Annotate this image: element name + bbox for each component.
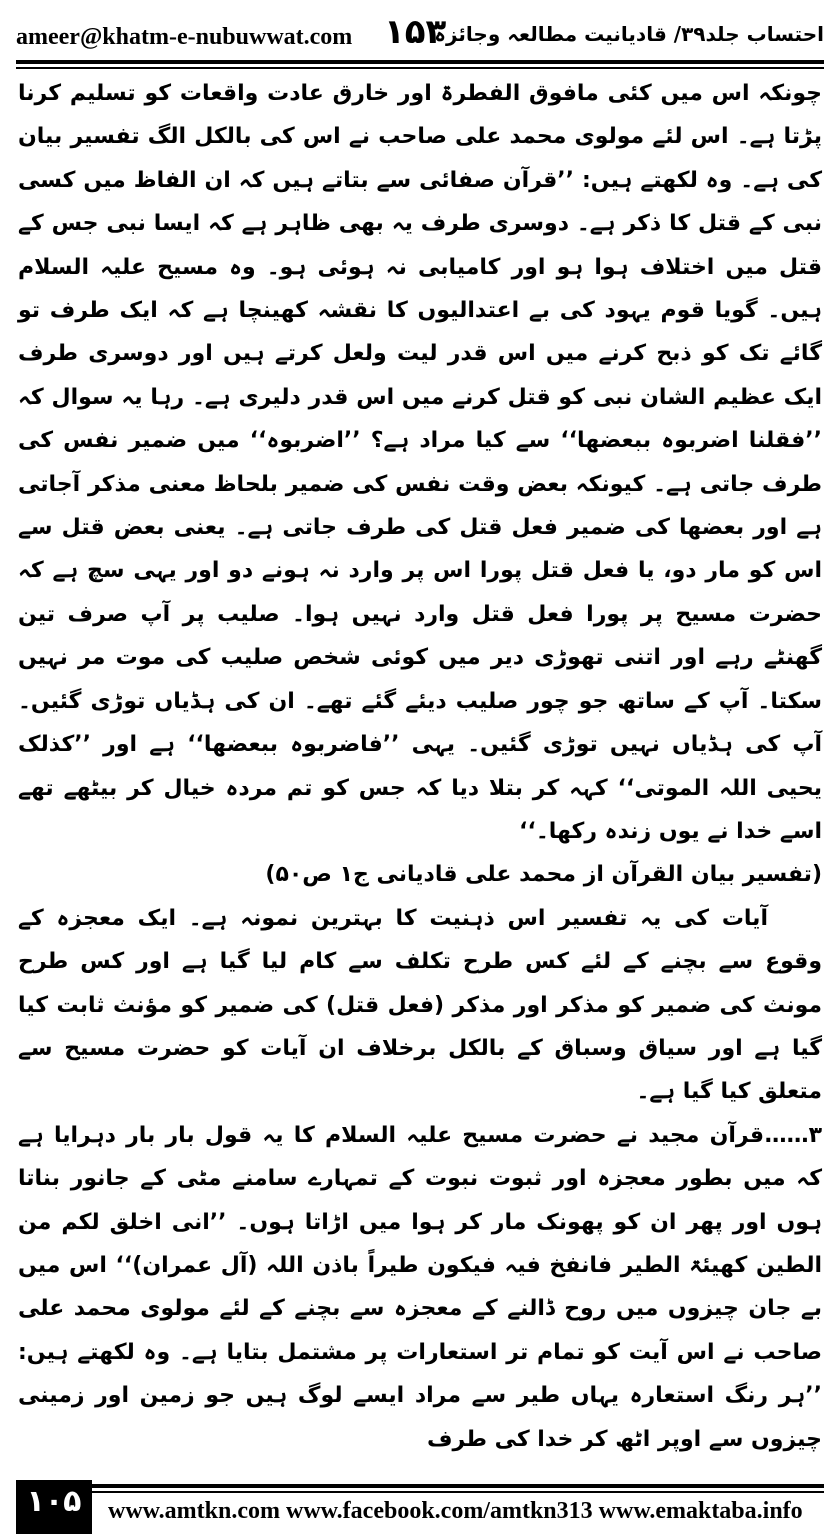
page-body (18, 72, 822, 1461)
paragraph-commentary: آیات کی یہ تفسیر اس ذہنیت کا بہترین نمونہ ہے۔ ایک معجزہ کے وقوع سے بچنے کے لئے کس طرح تکلف سے کام لیا گیا ہے اور کس طرح مونث کی ضمیر کو مذکر اور مذکر (فعل قتل) کی ضمیر کو مؤنث ثابت کیا گیا ہے اور سیاق وسباق کے بالکل برخلاف ان آیات کو حضرت مسیح سے متعلق کیا گیا ہے۔ (18, 905, 822, 1105)
header-book-title: احتساب جلد۳۹/ قادیانیت مطالعہ وجائزہ (434, 22, 824, 46)
citation: (تفسیر بیان القرآن از محمد علی قادیانی ج۱ ص۵۰) (265, 862, 822, 888)
item-number: ۳…… (764, 1122, 822, 1148)
page-header (16, 8, 824, 56)
paragraph-quote: چونکہ اس میں کئی مافوق الفطرۃ اور خارق عادت واقعات کو تسلیم کرنا پڑتا ہے۔ اس لئے مولوی محمد علی صاحب نے اس کی بالکل الگ تفسیر بیان کی ہے۔ وہ لکھتے ہیں: ’’قرآن صفائی سے بتاتے ہیں کہ ان الفاظ میں کسی نبی کے قتل کا ذکر ہے۔ دوسری طرف یہ بھی ظاہر ہے کہ ایسا نبی جس کے قتل میں اختلاف ہوا ہو اور کامیابی نہ ہوئی ہو۔ وہ مسیح علیہ السلام ہیں۔ گویا قوم یہود کی بے اعتدالیوں کا نقشہ کھینچا ہے کہ ایک طرف تو گائے تک کو ذبح کرنے میں اس قدر لیت ولعل کرتے ہیں اور دوسری طرف ایک عظیم الشان نبی کو قتل کرنے میں اس قدر دلیری ہے۔ رہا یہ سوال کہ ’’فقلنا اضربوہ ببعضھا‘‘ سے کیا مراد ہے؟ ’’اضربوہ‘‘ میں ضمیر نفس کی طرف جاتی ہے۔ کیونکہ بعض وقت نفس کی ضمیر بلحاظ معنی مذکر آجاتی ہے اور بعضھا کی ضمیر فعل قتل کی طرف جاتی ہے۔ یعنی بعض قتل سے اس کو مار دو، یا فعل قتل پورا اس پر وارد نہ ہونے دو اور یہی سچ ہے کہ حضرت مسیح پر پورا فعل قتل وارد نہیں ہوا۔ صلیب پر آپ صرف تین گھنٹے رہے اور اتنی تھوڑی دیر میں کوئی شخص صلیب کی موت مر نہیں سکتا۔ آپ کے ساتھ جو چور صلیب دیئے گئے تھے۔ ان کی ہڈیاں توڑی گئیں۔ آپ کی ہڈیاں نہیں توڑی گئیں۔ یہی ’’فاضربوہ ببعضھا‘‘ ہے اور ’’کذلک یحیی اللہ الموتی‘‘ کہہ کر بتلا دیا کہ جس کو تم مردہ خیال کر بیٹھے تھے اسے خدا نے یوں زندہ رکھا۔‘‘ (18, 81, 822, 844)
page-footer (16, 1480, 824, 1534)
paragraph-point-3-text: قرآن مجید نے حضرت مسیح علیہ السلام کا یہ قول بار بار دہرایا ہے کہ میں بطور معجزہ اور ثبوت نبوت کے تمہارے سامنے مٹی کے جانور بناتا ہوں اور پھر ان کو پھونک مار کر ہوا میں اڑاتا ہوں۔ ’’انی اخلق لکم من الطین کھیئۃ الطیر فانفخ فیہ فیکون طیراً باذن اللہ (آل عمران)‘‘ اس میں بے جان چیزوں میں روح ڈالنے کے معجزہ سے بچنے کے لئے مولوی محمد علی صاحب نے اس آیت کو تمام تر استعارات پر مشتمل بتایا ہے۔ وہ لکھتے ہیں: ’’ہر رنگ استعارہ یہاں طیر سے مراد ایسے لوگ ہیں جو زمین اور زمینی چیزوں سے اوپر اٹھ کر خدا کی طرف (18, 1122, 822, 1452)
footer-rule-thin (92, 1491, 824, 1493)
paragraph-point-3 (18, 1114, 822, 1461)
header-rule-thick (16, 60, 824, 64)
header-email[interactable]: ameer@khatm-e-nubuwwat.com (16, 24, 353, 50)
footer-page-number: ۱۰۵ (16, 1480, 92, 1534)
footer-rule-thick (92, 1484, 824, 1488)
header-rule-thin (16, 67, 824, 69)
header-page-number: ۱۵۳ (384, 12, 447, 52)
footer-links[interactable]: www.amtkn.com www.facebook.com/amtkn313 www.emaktaba.info (108, 1498, 803, 1524)
